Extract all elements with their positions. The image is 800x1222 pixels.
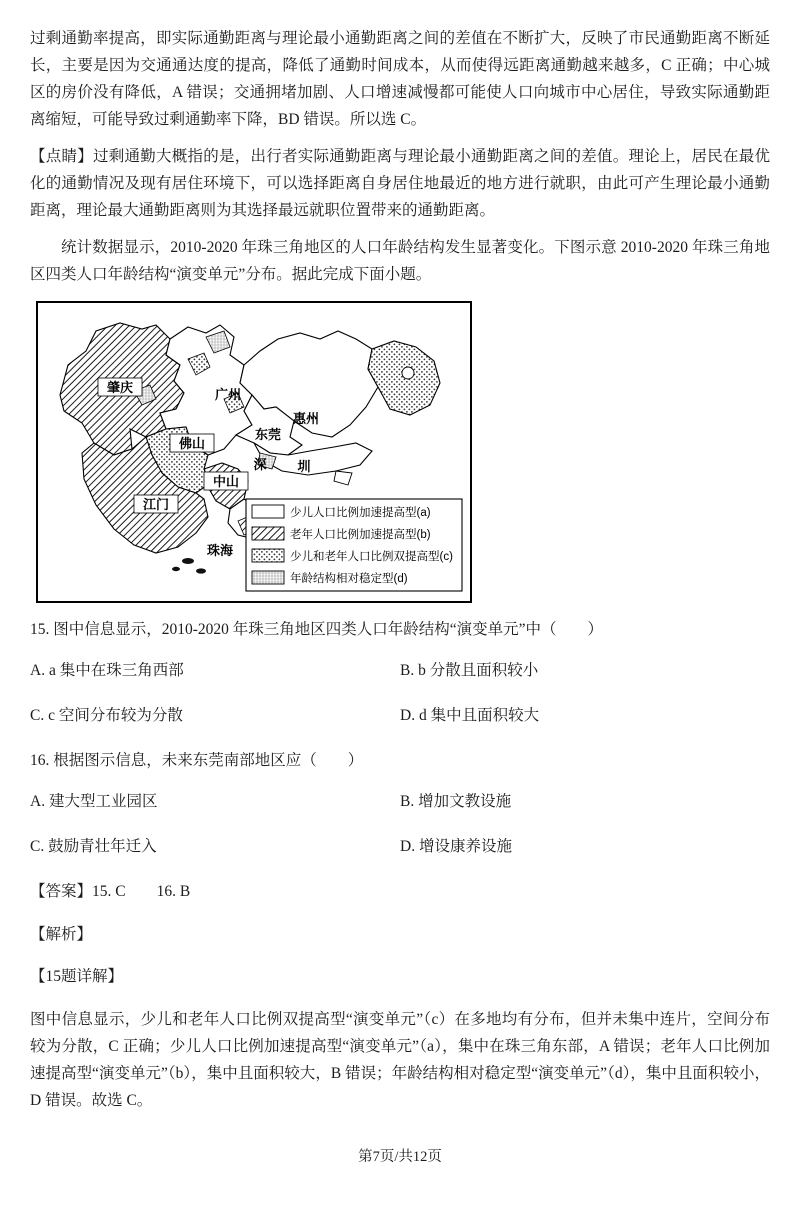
label-zhongshan xyxy=(204,472,248,490)
q15-option-a: A. a 集中在珠三角西部 xyxy=(30,661,184,679)
map-legend xyxy=(246,499,462,591)
legend-label-d: 年龄结构相对稳定型(d) xyxy=(290,572,408,585)
answer-line: 【答案】15. C 16. B xyxy=(30,882,191,900)
q15-option-c: C. c 空间分布较为分散 xyxy=(30,706,183,724)
question-15-stem: 15. 图中信息显示，2010-2020 年珠三角地区四类人口年龄结构“演变单元”中（ ） xyxy=(30,620,604,638)
legend-swatch-c xyxy=(252,549,284,562)
island-1 xyxy=(182,558,194,564)
q15-option-d: D. d 集中且面积较大 xyxy=(400,706,540,724)
pearl-river-delta-map-figure xyxy=(36,301,472,603)
label-foshan xyxy=(170,434,214,452)
question-15-options xyxy=(30,658,770,730)
label-shenzhen-zhen: 圳 xyxy=(297,458,311,474)
legend-label-c: 少儿和老年人口比例双提高型(c) xyxy=(290,550,453,563)
q15-option-b: B. b 分散且面积较小 xyxy=(400,661,539,679)
q16-option-c: C. 鼓励青壮年迁入 xyxy=(30,837,157,855)
legend-swatch-d xyxy=(252,571,284,584)
island-3 xyxy=(172,567,180,571)
label-zhuhai: 珠海 xyxy=(206,542,234,558)
legend-swatch-a xyxy=(252,505,284,518)
q16-option-b: B. 增加文教设施 xyxy=(400,792,512,810)
svg-text:中山: 中山 xyxy=(212,473,240,489)
legend-label-a: 少儿人口比例加速提高型(a) xyxy=(290,506,431,519)
label-jiangmen xyxy=(134,495,178,513)
question-16-stem: 16. 根据图示信息，未来东莞南部地区应（ ） xyxy=(30,751,364,769)
svg-text:江门: 江门 xyxy=(142,496,170,512)
legend-swatch-b xyxy=(252,527,284,540)
detail-15-label: 【15题详解】 xyxy=(30,968,124,986)
detail-15-paragraph: 图中信息显示，少儿和老年人口比例双提高型“演变单元”（c）在多地均有分布，但并未集中连片，空间分布较为分散，C 正确；少儿人口比例加速提高型“演变单元”（a），集中在珠三角东部，A 错误；老年人口比例加速提高型“演变单元”（b），集中且面积较大，B 错误；年龄结构相对稳定型“演变单元”（d），集中且面积较小，D 错误。故选 C。 xyxy=(30,1011,770,1110)
question-16-options xyxy=(30,789,770,861)
svg-text:肇庆: 肇庆 xyxy=(106,379,134,395)
east-white-island xyxy=(402,367,414,379)
paragraph-dianjing-note: 【点睛】过剩通勤大概指的是，出行者实际通勤距离与理论最小通勤距离之间的差值。理论上，居民在最优化的通勤情况及现有居住环境下，可以选择距离自身居住地最近的地方进行就职，由此可产生理论最小通勤距离，理论最大通勤距离则为其选择最远就职位置带来的通勤距离。 xyxy=(30,147,770,219)
label-guangzhou: 广州 xyxy=(214,386,242,402)
hongkong-blob xyxy=(334,471,352,485)
svg-text:佛山: 佛山 xyxy=(178,435,206,451)
paragraph-commuting-analysis: 过剩通勤率提高，即实际通勤距离与理论最小通勤距离之间的差值在不断扩大，反映了市民通勤距离不断延长，主要是因为交通通达度的提高，降低了通勤时间成本，从而使得远距离通勤越来越多，C 正确；中心城区的房价没有降低，A 错误；交通拥堵加剧、人口增速减慢都可能使人口向城市中心居住，导致实际通勤距离缩短，可能导致过剩通勤率下降，BD 错误。所以选 C。 xyxy=(30,30,770,128)
label-zhaoqing xyxy=(98,378,142,396)
q16-option-d: D. 增设康养设施 xyxy=(400,837,512,855)
paragraph-question-intro: 统计数据显示，2010-2020 年珠三角地区的人口年龄结构发生显著变化。下图示意 2010-2020 年珠三角地区四类人口年龄结构“演变单元”分布。据此完成下面小题。 xyxy=(30,238,770,283)
label-dongguan: 东莞 xyxy=(254,426,282,442)
label-huizhou: 惠州 xyxy=(292,410,320,426)
analysis-label: 【解析】 xyxy=(30,925,93,943)
label-shenzhen-shen: 深 xyxy=(253,456,267,472)
legend-label-b: 老年人口比例加速提高型(b) xyxy=(290,528,431,541)
page-number-footer: 第7页/共12页 xyxy=(358,1149,442,1165)
q16-option-a: A. 建大型工业园区 xyxy=(30,792,158,810)
island-2 xyxy=(196,568,206,573)
map-svg xyxy=(38,303,470,601)
